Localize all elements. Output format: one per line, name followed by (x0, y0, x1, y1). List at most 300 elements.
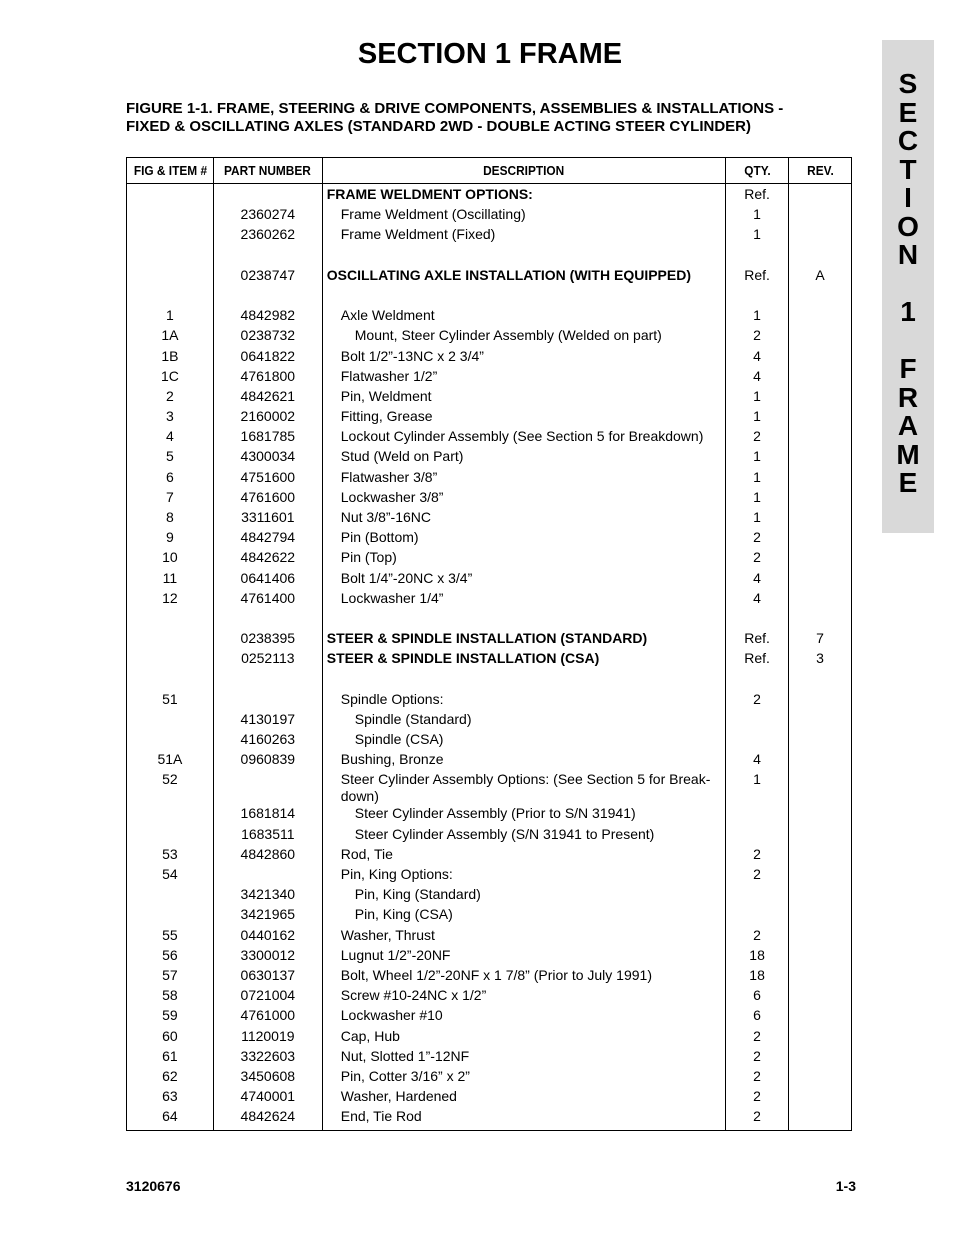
description-text: Frame Weldment (Fixed) (340, 226, 496, 243)
part-number-cell: 4842982 (213, 307, 322, 327)
table-row (127, 826, 852, 846)
part-number-cell: 0238395 (213, 630, 322, 650)
rev-cell (789, 348, 852, 368)
part-number-cell: 4740001 (213, 1088, 322, 1108)
fig-item-cell: 6 (127, 469, 214, 489)
part-number-cell: 4761400 (213, 590, 322, 610)
qty-cell: 18 (726, 967, 789, 987)
table-row (127, 1088, 852, 1108)
qty-cell: 1 (726, 408, 789, 428)
part-number-cell: 4130197 (213, 711, 322, 731)
qty-cell (726, 906, 789, 926)
rev-cell (789, 1068, 852, 1088)
description-text: Pin (Top) (340, 549, 397, 566)
side-tab-letter: E (898, 96, 918, 128)
description-cell (322, 307, 725, 327)
qty-cell: 4 (726, 570, 789, 590)
fig-item-cell (127, 247, 214, 267)
table-row (127, 610, 852, 630)
description-cell (322, 886, 725, 906)
part-number-cell (213, 610, 322, 630)
rev-cell (789, 866, 852, 886)
description-cell (322, 529, 725, 549)
part-number-cell (213, 671, 322, 691)
description-cell (322, 711, 725, 731)
table-row (127, 287, 852, 307)
description-cell (322, 206, 725, 226)
qty-cell (726, 287, 789, 307)
fig-item-cell: 2 (127, 388, 214, 408)
description-cell (322, 771, 725, 805)
header-description: DESCRIPTION (332, 158, 715, 184)
description-cell (322, 428, 725, 448)
side-tab-letter (882, 327, 934, 356)
part-number-cell: 0238747 (213, 267, 322, 287)
rev-cell (789, 947, 852, 967)
rev-cell (789, 570, 852, 590)
description-text: Lockout Cylinder Assembly (See Section 5 for Breakdown) (340, 428, 704, 445)
description-cell (322, 1068, 725, 1088)
rev-cell (789, 184, 852, 207)
description-cell (322, 805, 725, 825)
description-text: Steer Cylinder Assembly (Prior to S/N 31941) (354, 805, 636, 822)
part-number-cell: 4761800 (213, 368, 322, 388)
qty-cell: 2 (726, 846, 789, 866)
description-cell (322, 408, 725, 428)
table-row (127, 529, 852, 549)
description-cell (322, 489, 725, 509)
fig-item-cell (127, 226, 214, 246)
parts-table (126, 157, 852, 1131)
qty-cell: 1 (726, 469, 789, 489)
rev-cell (789, 610, 852, 630)
qty-cell (726, 731, 789, 751)
description-text: Bolt 1/4”-20NC x 3/4” (340, 569, 473, 586)
rev-cell (789, 826, 852, 846)
fig-item-cell (127, 886, 214, 906)
rev-cell (789, 1108, 852, 1131)
description-text: Bolt 1/2”-13NC x 2 3/4” (340, 347, 484, 364)
description-text: Spindle (CSA) (354, 731, 444, 748)
table-row (127, 368, 852, 388)
rev-cell (789, 226, 852, 246)
description-cell (322, 226, 725, 246)
qty-cell (726, 826, 789, 846)
description-text: Axle Weldment (340, 307, 435, 324)
table-row (127, 751, 852, 771)
rev-cell (789, 1088, 852, 1108)
description-cell (322, 1028, 725, 1048)
part-number-cell: 0641822 (213, 348, 322, 368)
rev-cell (789, 671, 852, 691)
description-cell (322, 1108, 725, 1131)
description-cell (322, 846, 725, 866)
section-side-tab (882, 40, 934, 533)
qty-cell: 2 (726, 529, 789, 549)
part-number-cell: 3421965 (213, 906, 322, 926)
qty-cell: Ref. (726, 184, 789, 207)
qty-cell: 1 (726, 489, 789, 509)
description-text: Nut, Slotted 1”-12NF (340, 1047, 470, 1064)
page-number: 1-3 (835, 1178, 856, 1194)
rev-cell (789, 388, 852, 408)
rev-cell (789, 327, 852, 347)
table-row (127, 448, 852, 468)
description-text: Lockwasher 3/8” (340, 488, 444, 505)
part-number-cell: 0252113 (213, 650, 322, 670)
description-cell (322, 184, 725, 207)
table-row (127, 469, 852, 489)
part-number-cell (213, 866, 322, 886)
rev-cell: 7 (789, 630, 852, 650)
description-cell (322, 348, 725, 368)
description-text: Spindle (Standard) (354, 710, 472, 727)
table-row (127, 731, 852, 751)
description-text: STEER & SPINDLE INSTALLATION (STANDARD) (326, 630, 648, 647)
qty-cell: 1 (726, 307, 789, 327)
rev-cell (789, 428, 852, 448)
fig-item-cell (127, 711, 214, 731)
fig-item-cell: 11 (127, 570, 214, 590)
qty-cell: Ref. (726, 267, 789, 287)
rev-cell (789, 846, 852, 866)
rev-cell (789, 509, 852, 529)
description-cell (322, 448, 725, 468)
table-row (127, 630, 852, 650)
rev-cell (789, 886, 852, 906)
part-number-cell: 2360274 (213, 206, 322, 226)
table-row (127, 267, 852, 287)
description-cell (322, 590, 725, 610)
qty-cell: 2 (726, 1108, 789, 1131)
fig-item-cell: 12 (127, 590, 214, 610)
description-cell (322, 368, 725, 388)
fig-item-cell: 3 (127, 408, 214, 428)
part-number-cell: 4842624 (213, 1108, 322, 1131)
part-number-cell: 4761600 (213, 489, 322, 509)
fig-item-cell (127, 826, 214, 846)
fig-item-cell (127, 184, 214, 207)
table-row (127, 509, 852, 529)
fig-item-cell: 59 (127, 1007, 214, 1027)
qty-cell: 6 (726, 1007, 789, 1027)
table-row (127, 206, 852, 226)
description-text: OSCILLATING AXLE INSTALLATION (WITH EQUIPPED) (326, 266, 691, 283)
fig-item-cell: 9 (127, 529, 214, 549)
description-cell (322, 671, 725, 691)
description-text: Lockwasher #10 (340, 1007, 443, 1024)
table-row (127, 1048, 852, 1068)
description-cell (322, 549, 725, 569)
description-cell (322, 987, 725, 1007)
qty-cell: 2 (726, 428, 789, 448)
description-cell (322, 509, 725, 529)
description-text: Pin, Cotter 3/16” x 2” (340, 1067, 470, 1084)
table-row (127, 307, 852, 327)
qty-cell (726, 610, 789, 630)
qty-cell: 2 (726, 1048, 789, 1068)
description-cell (322, 826, 725, 846)
qty-cell: 1 (726, 226, 789, 246)
part-number-cell: 4160263 (213, 731, 322, 751)
part-number-cell: 4761000 (213, 1007, 322, 1027)
part-number-cell: 4300034 (213, 448, 322, 468)
description-text: Washer, Thrust (340, 926, 435, 943)
description-text: End, Tie Rod (340, 1108, 422, 1125)
fig-item-cell (127, 630, 214, 650)
fig-item-cell: 61 (127, 1048, 214, 1068)
figure-title (126, 100, 846, 136)
table-row (127, 947, 852, 967)
description-text: Lugnut 1/2”-20NF (340, 946, 451, 963)
description-text: Steer Cylinder Assembly (S/N 31941 to Present) (354, 825, 655, 842)
description-text: Flatwasher 3/8” (340, 468, 438, 485)
qty-cell: 6 (726, 987, 789, 1007)
part-number-cell: 2360262 (213, 226, 322, 246)
rev-cell: A (789, 267, 852, 287)
description-cell (322, 327, 725, 347)
description-cell (322, 751, 725, 771)
fig-item-cell: 58 (127, 987, 214, 1007)
fig-item-cell (127, 805, 214, 825)
fig-item-cell: 53 (127, 846, 214, 866)
description-cell (322, 967, 725, 987)
side-tab-letter: 1 (900, 296, 916, 327)
rev-cell (789, 1007, 852, 1027)
description-text: Mount, Steer Cylinder Assembly (Welded on part) (354, 327, 662, 344)
description-cell (322, 247, 725, 267)
figure-title-line-1: FIGURE 1-1. FRAME, STEERING & DRIVE COMPONENTS, ASSEMBLIES & INSTALLATIONS - (126, 100, 784, 117)
table-row (127, 691, 852, 711)
rev-cell (789, 307, 852, 327)
table-row (127, 805, 852, 825)
table-row (127, 247, 852, 267)
fig-item-cell: 54 (127, 866, 214, 886)
rev-cell (789, 469, 852, 489)
qty-cell (726, 711, 789, 731)
side-tab-letter: C (897, 125, 919, 156)
fig-item-cell (127, 650, 214, 670)
fig-item-cell (127, 731, 214, 751)
fig-item-cell (127, 267, 214, 287)
description-text: Flatwasher 1/2” (340, 367, 438, 384)
qty-cell: 2 (726, 691, 789, 711)
part-number-cell: 4842622 (213, 549, 322, 569)
table-header-row (127, 158, 852, 184)
table-row (127, 866, 852, 886)
figure-title-line-2: FIXED & OSCILLATING AXLES (STANDARD 2WD - DOUBLE ACTING STEER CYLINDER) (126, 118, 751, 135)
qty-cell: Ref. (726, 630, 789, 650)
table-row (127, 388, 852, 408)
table-row (127, 671, 852, 691)
rev-cell (789, 987, 852, 1007)
description-cell (322, 570, 725, 590)
description-cell (322, 610, 725, 630)
rev-cell (789, 529, 852, 549)
part-number-cell: 1681785 (213, 428, 322, 448)
side-tab-letters (882, 70, 934, 498)
rev-cell (789, 691, 852, 711)
part-number-cell: 4751600 (213, 469, 322, 489)
table-row (127, 184, 852, 207)
rev-cell (789, 711, 852, 731)
fig-item-cell: 51A (127, 751, 214, 771)
qty-cell: 18 (726, 947, 789, 967)
description-cell (322, 287, 725, 307)
side-tab-letter: I (904, 182, 912, 213)
part-number-cell: 1120019 (213, 1028, 322, 1048)
parts-table-body (127, 184, 852, 1131)
qty-cell (726, 886, 789, 906)
rev-cell (789, 206, 852, 226)
fig-item-cell: 8 (127, 509, 214, 529)
description-text: Spindle Options: (340, 690, 444, 707)
description-text: Stud (Weld on Part) (340, 448, 464, 465)
description-text: Fitting, Grease (340, 408, 433, 425)
qty-cell (726, 671, 789, 691)
header-qty: QTY. (727, 158, 787, 184)
side-tab-letter: M (896, 438, 920, 470)
part-number-cell (213, 691, 322, 711)
rev-cell (789, 805, 852, 825)
description-cell (322, 691, 725, 711)
part-number-cell: 3421340 (213, 886, 322, 906)
qty-cell: 1 (726, 509, 789, 529)
rev-cell (789, 1048, 852, 1068)
fig-item-cell: 51 (127, 691, 214, 711)
side-tab-letter: N (897, 239, 919, 270)
part-number-cell: 3322603 (213, 1048, 322, 1068)
rev-cell (789, 549, 852, 569)
fig-item-cell: 4 (127, 428, 214, 448)
part-number-cell (213, 771, 322, 805)
part-number-cell: 3311601 (213, 509, 322, 529)
fig-item-cell: 60 (127, 1028, 214, 1048)
table-row (127, 570, 852, 590)
part-number-cell: 0641406 (213, 570, 322, 590)
part-number-cell (213, 287, 322, 307)
table-row (127, 590, 852, 610)
table-row (127, 1028, 852, 1048)
description-text: Rod, Tie (340, 845, 393, 862)
rev-cell (789, 590, 852, 610)
rev-cell (789, 967, 852, 987)
side-tab-letter (882, 270, 934, 299)
rev-cell (789, 408, 852, 428)
fig-item-cell: 1B (127, 348, 214, 368)
qty-cell: 2 (726, 549, 789, 569)
description-text: Pin, King (Standard) (354, 886, 481, 903)
table-row (127, 886, 852, 906)
fig-item-cell: 55 (127, 927, 214, 947)
fig-item-cell: 62 (127, 1068, 214, 1088)
qty-cell: 4 (726, 348, 789, 368)
rev-cell (789, 448, 852, 468)
fig-item-cell: 57 (127, 967, 214, 987)
table-row (127, 226, 852, 246)
description-text: Pin, King Options: (340, 866, 453, 882)
rev-cell (789, 368, 852, 388)
rev-cell (789, 1028, 852, 1048)
description-cell (322, 469, 725, 489)
qty-cell: 2 (726, 1028, 789, 1048)
description-cell (322, 1007, 725, 1027)
rev-cell (789, 731, 852, 751)
header-part-number: PART NUMBER (216, 158, 319, 184)
table-row (127, 327, 852, 347)
qty-cell: 2 (726, 866, 789, 886)
description-cell (322, 630, 725, 650)
fig-item-cell: 5 (127, 448, 214, 468)
table-row (127, 549, 852, 569)
description-cell (322, 650, 725, 670)
fig-item-cell: 64 (127, 1108, 214, 1131)
rev-cell (789, 489, 852, 509)
fig-item-cell: 1 (127, 307, 214, 327)
table-row (127, 1007, 852, 1027)
table-row (127, 771, 852, 805)
part-number-cell: 0721004 (213, 987, 322, 1007)
rev-cell (789, 287, 852, 307)
qty-cell: 2 (726, 1088, 789, 1108)
rev-cell (789, 927, 852, 947)
fig-item-cell: 63 (127, 1088, 214, 1108)
fig-item-cell (127, 287, 214, 307)
table-row (127, 650, 852, 670)
header-fig-item: FIG & ITEM # (129, 158, 212, 184)
fig-item-cell: 52 (127, 771, 214, 805)
part-number-cell: 0440162 (213, 927, 322, 947)
side-tab-letter: O (897, 210, 919, 242)
table-row (127, 1068, 852, 1088)
fig-item-cell: 7 (127, 489, 214, 509)
description-cell (322, 388, 725, 408)
part-number-cell (213, 247, 322, 267)
qty-cell: 1 (726, 771, 789, 805)
description-text: Steer Cylinder Assembly Options: (See Section 5 for Break-down) (340, 771, 711, 805)
rev-cell (789, 751, 852, 771)
part-number-cell: 0238732 (213, 327, 322, 347)
description-text: Washer, Hardened (340, 1088, 457, 1105)
fig-item-cell: 10 (127, 549, 214, 569)
description-text: Screw #10-24NC x 1/2” (340, 987, 487, 1004)
doc-number: 3120676 (126, 1178, 181, 1194)
description-text: FRAME WELDMENT OPTIONS: (326, 186, 533, 202)
rev-cell (789, 906, 852, 926)
part-number-cell: 0960839 (213, 751, 322, 771)
table-row (127, 906, 852, 926)
part-number-cell: 3300012 (213, 947, 322, 967)
qty-cell: 2 (726, 327, 789, 347)
part-number-cell (213, 184, 322, 207)
description-text: STEER & SPINDLE INSTALLATION (CSA) (326, 650, 600, 667)
description-text: Bolt, Wheel 1/2”-20NF x 1 7/8” (Prior to July 1991) (340, 966, 652, 983)
qty-cell: 1 (726, 206, 789, 226)
side-tab-letter: E (898, 467, 918, 498)
rev-cell (789, 771, 852, 805)
description-cell (322, 866, 725, 886)
description-text: Pin, King (CSA) (354, 906, 453, 923)
fig-item-cell (127, 206, 214, 226)
description-text: Pin (Bottom) (340, 529, 419, 546)
qty-cell: 2 (726, 1068, 789, 1088)
description-text: Nut 3/8”-16NC (340, 509, 432, 525)
qty-cell: 2 (726, 927, 789, 947)
side-tab-letter: T (899, 153, 917, 185)
fig-item-cell: 1A (127, 327, 214, 347)
fig-item-cell (127, 671, 214, 691)
qty-cell: 1 (726, 448, 789, 468)
